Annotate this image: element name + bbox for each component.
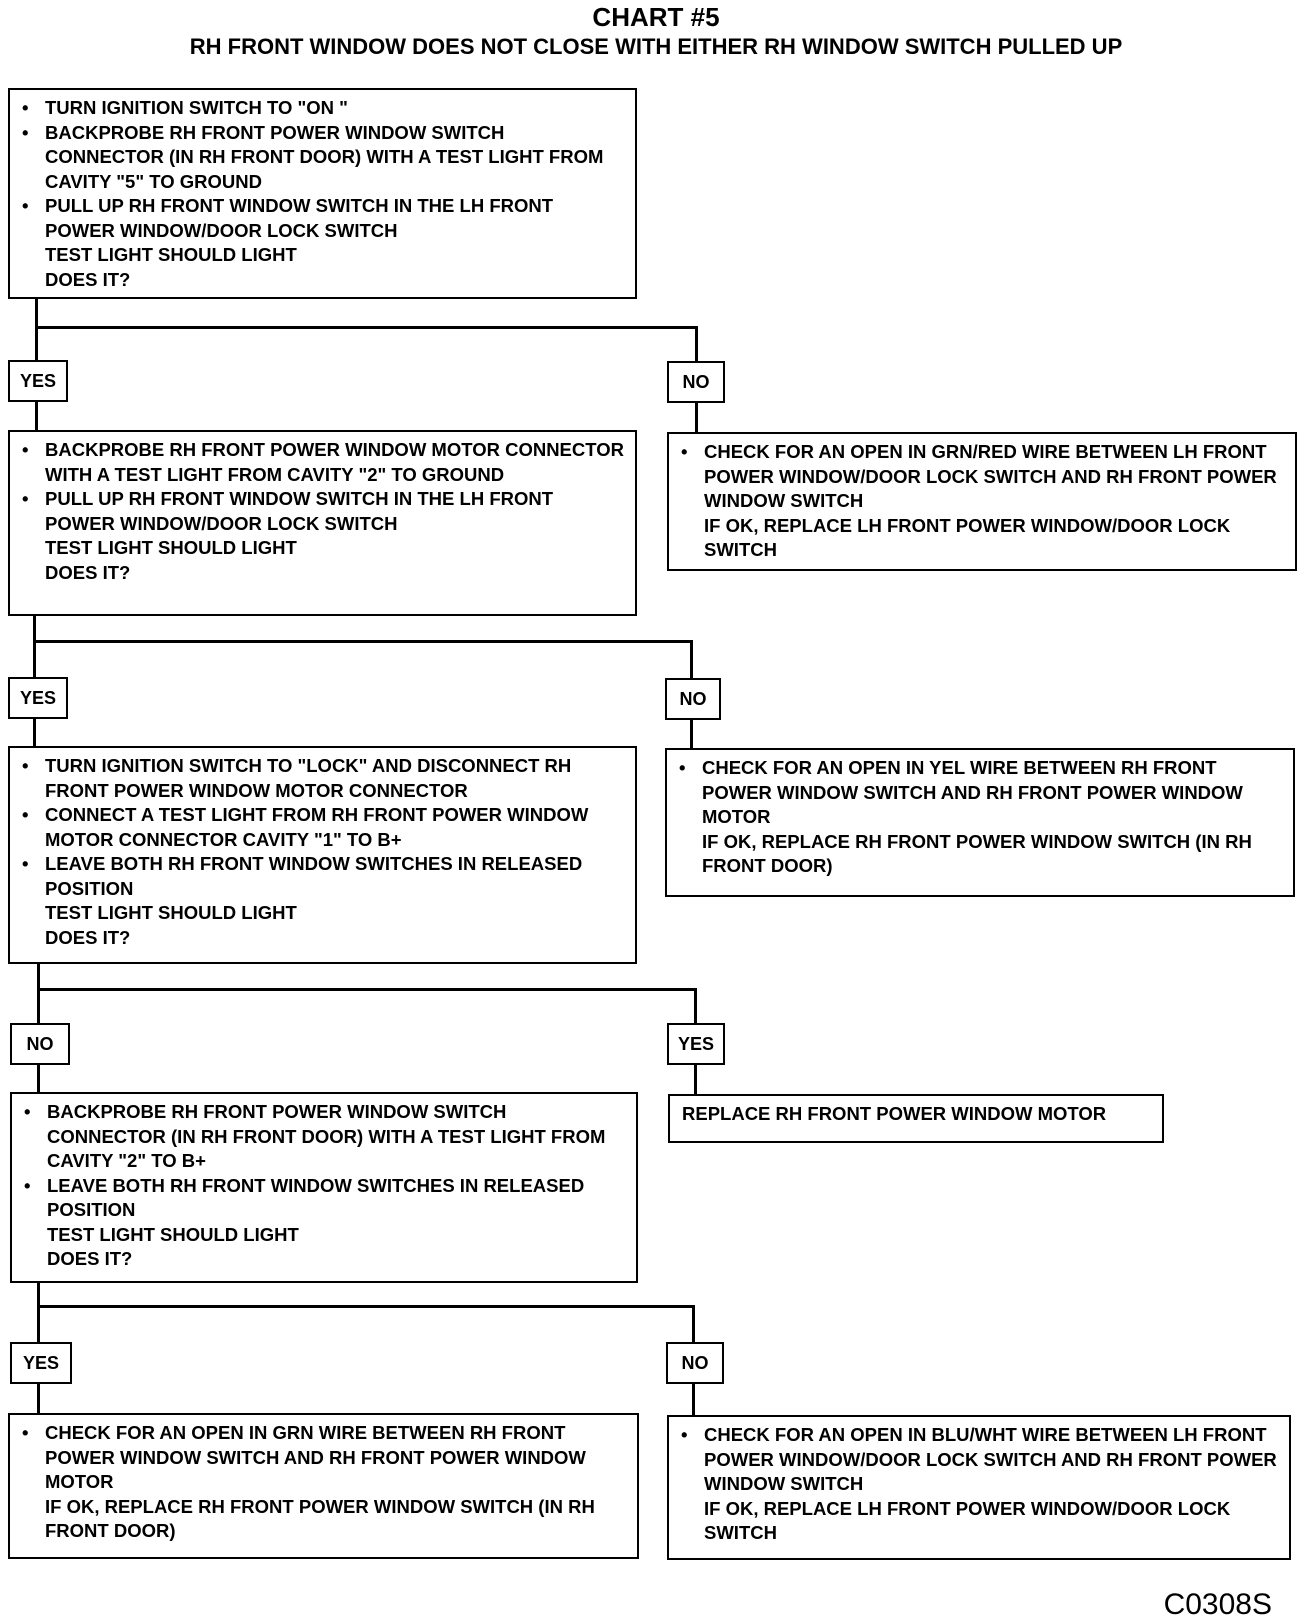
step-4-note: TEST LIGHT SHOULD LIGHT (47, 1223, 299, 1245)
connector-line (37, 1305, 695, 1308)
result-1-box (667, 432, 1297, 571)
connector-line (33, 640, 693, 643)
connector-line (695, 326, 698, 362)
result-2-box (665, 748, 1295, 897)
result-5-item: • CHECK FOR AN OPEN IN BLU/WHT WIRE BETWEEN LH FRONT POWER WINDOW/DOOR LOCK SWITCH AND RH FRONT POWER WINDOW SWITCH (681, 1424, 1277, 1494)
step-1-item-1: • TURN IGNITION SWITCH TO "ON " (22, 97, 348, 118)
connector-line (694, 988, 697, 1024)
yes-label: YES (10, 1342, 72, 1384)
connector-line (33, 615, 36, 678)
result-1-note: IF OK, REPLACE LH FRONT POWER WINDOW/DOOR LOCK SWITCH (704, 514, 1231, 560)
step-3-item-1: • TURN IGNITION SWITCH TO "LOCK" AND DISCONNECT RH FRONT POWER WINDOW MOTOR CONNECTOR (22, 755, 572, 801)
step-1-item-3: • PULL UP RH FRONT WINDOW SWITCH IN THE LH FRONT POWER WINDOW/DOOR LOCK SWITCH (22, 195, 554, 241)
connector-line (35, 326, 698, 329)
connector-line (37, 962, 40, 1024)
step-1-box (8, 88, 637, 299)
result-2-item: • CHECK FOR AN OPEN IN YEL WIRE BETWEEN RH FRONT POWER WINDOW SWITCH AND RH FRONT POWER WINDOW MOTOR (679, 757, 1243, 827)
step-2-item-1: • BACKPROBE RH FRONT POWER WINDOW MOTOR CONNECTOR WITH A TEST LIGHT FROM CAVITY "2" TO GROUND (22, 439, 624, 485)
step-4-box (10, 1092, 638, 1283)
result-4-item: • CHECK FOR AN OPEN IN GRN WIRE BETWEEN RH FRONT POWER WINDOW SWITCH AND RH FRONT POWER WINDOW MOTOR (22, 1422, 586, 1492)
connector-line (33, 718, 36, 748)
step-1-note: TEST LIGHT SHOULD LIGHT (45, 244, 297, 265)
no-label: NO (665, 678, 721, 720)
step-3-question: DOES IT? (45, 926, 131, 948)
result-4-note: IF OK, REPLACE RH FRONT POWER WINDOW SWITCH (IN RH FRONT DOOR) (45, 1495, 595, 1541)
step-4-question: DOES IT? (47, 1248, 133, 1269)
connector-line (37, 1383, 40, 1415)
connector-line (690, 640, 693, 678)
connector-line (35, 401, 38, 432)
chart-title: CHART #5 (592, 2, 720, 32)
step-3-note: TEST LIGHT SHOULD LIGHT (45, 902, 297, 923)
step-3-item-2: • CONNECT A TEST LIGHT FROM RH FRONT POWER WINDOW MOTOR CONNECTOR CAVITY "1" TO B+ (22, 804, 589, 850)
connector-line (37, 1064, 40, 1094)
result-5-note: IF OK, REPLACE LH FRONT POWER WINDOW/DOOR LOCK SWITCH (704, 1497, 1231, 1543)
step-2-note: TEST LIGHT SHOULD LIGHT (45, 537, 297, 558)
no-label: NO (10, 1023, 70, 1065)
no-label: NO (667, 361, 725, 403)
step-2-box (8, 430, 637, 616)
figure-code: C0308S (1163, 1588, 1272, 1621)
result-5-box (667, 1415, 1291, 1560)
connector-line (37, 1281, 40, 1343)
connector-line (695, 401, 698, 433)
connector-line (690, 718, 693, 750)
connector-line (692, 1305, 695, 1343)
yes-label: YES (667, 1023, 725, 1065)
step-4-item-2: • LEAVE BOTH RH FRONT WINDOW SWITCHES IN RELEASED POSITION (24, 1174, 585, 1220)
step-1-item-2: • BACKPROBE RH FRONT POWER WINDOW SWITCH CONNECTOR (IN RH FRONT DOOR) WITH A TEST LIGHT FROM CAVITY "5" TO GROUND (22, 121, 604, 192)
result-4-box (8, 1413, 639, 1559)
connector-line (692, 1383, 695, 1417)
connector-line (37, 988, 697, 991)
chart-subtitle: RH FRONT WINDOW DOES NOT CLOSE WITH EITHER RH WINDOW SWITCH PULLED UP (189, 34, 1123, 59)
yes-label: YES (8, 360, 68, 402)
step-2-item-2: • PULL UP RH FRONT WINDOW SWITCH IN THE LH FRONT POWER WINDOW/DOOR LOCK SWITCH (22, 488, 554, 534)
no-label: NO (666, 1342, 724, 1384)
result-2-note: IF OK, REPLACE RH FRONT POWER WINDOW SWITCH (IN RH FRONT DOOR) (702, 830, 1252, 876)
step-2-question: DOES IT? (45, 561, 131, 583)
step-3-item-3: • LEAVE BOTH RH FRONT WINDOW SWITCHES IN RELEASED POSITION (22, 853, 583, 899)
result-3-box (668, 1094, 1164, 1143)
step-4-item-1: • BACKPROBE RH FRONT POWER WINDOW SWITCH CONNECTOR (IN RH FRONT DOOR) WITH A TEST LIGHT FROM CAVITY "2" TO B+ (24, 1101, 606, 1171)
connector-line (694, 1064, 697, 1095)
connector-line (35, 297, 38, 361)
step-3-box (8, 746, 637, 964)
result-1-item: • CHECK FOR AN OPEN IN GRN/RED WIRE BETWEEN LH FRONT POWER WINDOW/DOOR LOCK SWITCH AND RH FRONT POWER WINDOW SWITCH (681, 441, 1277, 511)
step-1-question: DOES IT? (45, 268, 131, 290)
result-3-text: REPLACE RH FRONT POWER WINDOW MOTOR (682, 1103, 1107, 1124)
yes-label: YES (8, 677, 68, 719)
